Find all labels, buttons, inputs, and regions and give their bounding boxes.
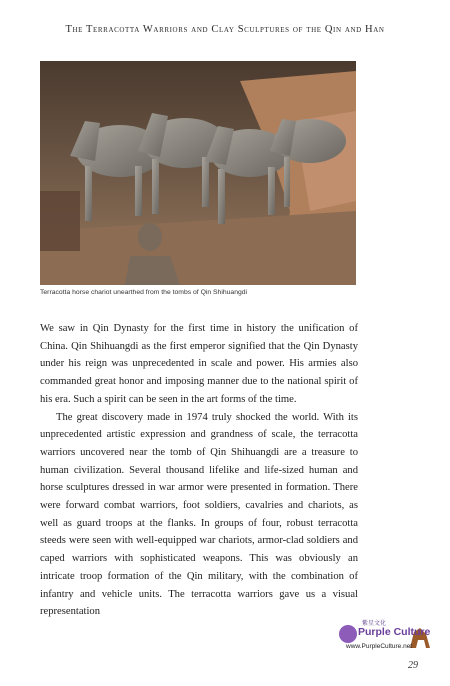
page-number: 29: [408, 660, 418, 671]
figure-caption: Terracotta horse chariot unearthed from the tombs of Qin Shihuangdi: [40, 289, 248, 296]
body-text: [40, 320, 358, 621]
watermark-cn-text: 紫星文化: [362, 620, 387, 627]
paragraph-1: We saw in Qin Dynasty for the first time in history the unification of China. Qin Shihuangdi as the first emperor signified that the Qin Dynasty under his reign was unprecedented in scale and power. His armies also commanded great honor and imposing manner due to the national spirit of his era. Such a spirit can be seen in the art forms of the time.: [40, 323, 358, 405]
watermark-brand: Purple Culture: [358, 626, 431, 638]
watermark-url: www.PurpleCulture.net: [346, 643, 413, 650]
paragraph-2: The great discovery made in 1974 truly shocked the world. With its unprecedented artistic expression and grandness of scale, the terracotta warriors uncovered near the tomb of Qin Shihuangdi are a treasure to human civilization. Several thousand lifelike and life-sized human and horse sculptures dressed in war armor were presented in formation. There were forward combat warriors, foot soldiers, cavalries and chariots, as well as guard troops at the flanks. In groups of four, robust terracotta steeds were seen with well-equipped war chariots, armor-clad soldiers and caped warriors with sophisticated weapons. This was obviously an intricate troop formation of the Qin military, with the combination of infantry and vehicle units. The terracotta warriors gave us a visual representation: [40, 411, 358, 618]
running-head: The Terracotta Warriors and Clay Sculptures of the Qin and Han: [65, 24, 385, 35]
terracotta-horses-photo: [40, 61, 356, 285]
lotus-icon: [339, 625, 357, 643]
